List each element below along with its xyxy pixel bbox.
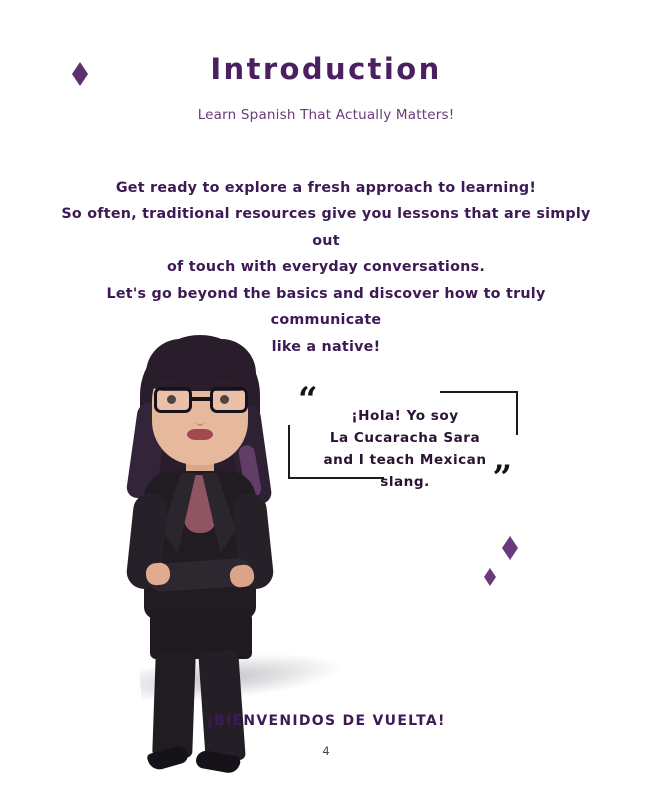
intro-line: Let's go beyond the basics and discover how to truly communicate — [106, 285, 546, 329]
leg-left — [152, 650, 196, 757]
lens-left — [154, 387, 192, 413]
quote-callout — [288, 380, 518, 498]
lips — [187, 429, 213, 440]
page-header — [0, 52, 652, 123]
intro-line: So often, traditional resources give you lessons that are simply out — [61, 206, 591, 249]
page-number: 4 — [322, 744, 330, 758]
glasses-bridge — [192, 397, 210, 401]
lens-right — [210, 387, 248, 413]
quote-open-mark: “ — [298, 380, 318, 420]
quote-text — [302, 405, 508, 493]
intro-line: of touch with everyday conversations. — [166, 259, 486, 276]
diamond-icon — [484, 568, 496, 586]
intro-line: like a native! — [271, 338, 381, 355]
page-title: Introduction — [210, 52, 442, 86]
intro-line: Get ready to explore a fresh approach to learning! — [115, 180, 537, 196]
glasses-icon — [154, 387, 248, 413]
quote-line: La Cucaracha Sara — [329, 430, 481, 447]
nose — [196, 417, 204, 426]
footer-text: ¡BIENVENIDOS DE VUELTA! — [206, 713, 446, 729]
quote-line: ¡Hola! Yo soy — [351, 408, 459, 424]
diamond-icon — [502, 536, 518, 560]
page-subtitle: Learn Spanish That Actually Matters! — [197, 106, 455, 123]
quote-close-mark: ” — [492, 458, 512, 498]
quote-line: and I teach Mexican slang. — [323, 452, 487, 491]
